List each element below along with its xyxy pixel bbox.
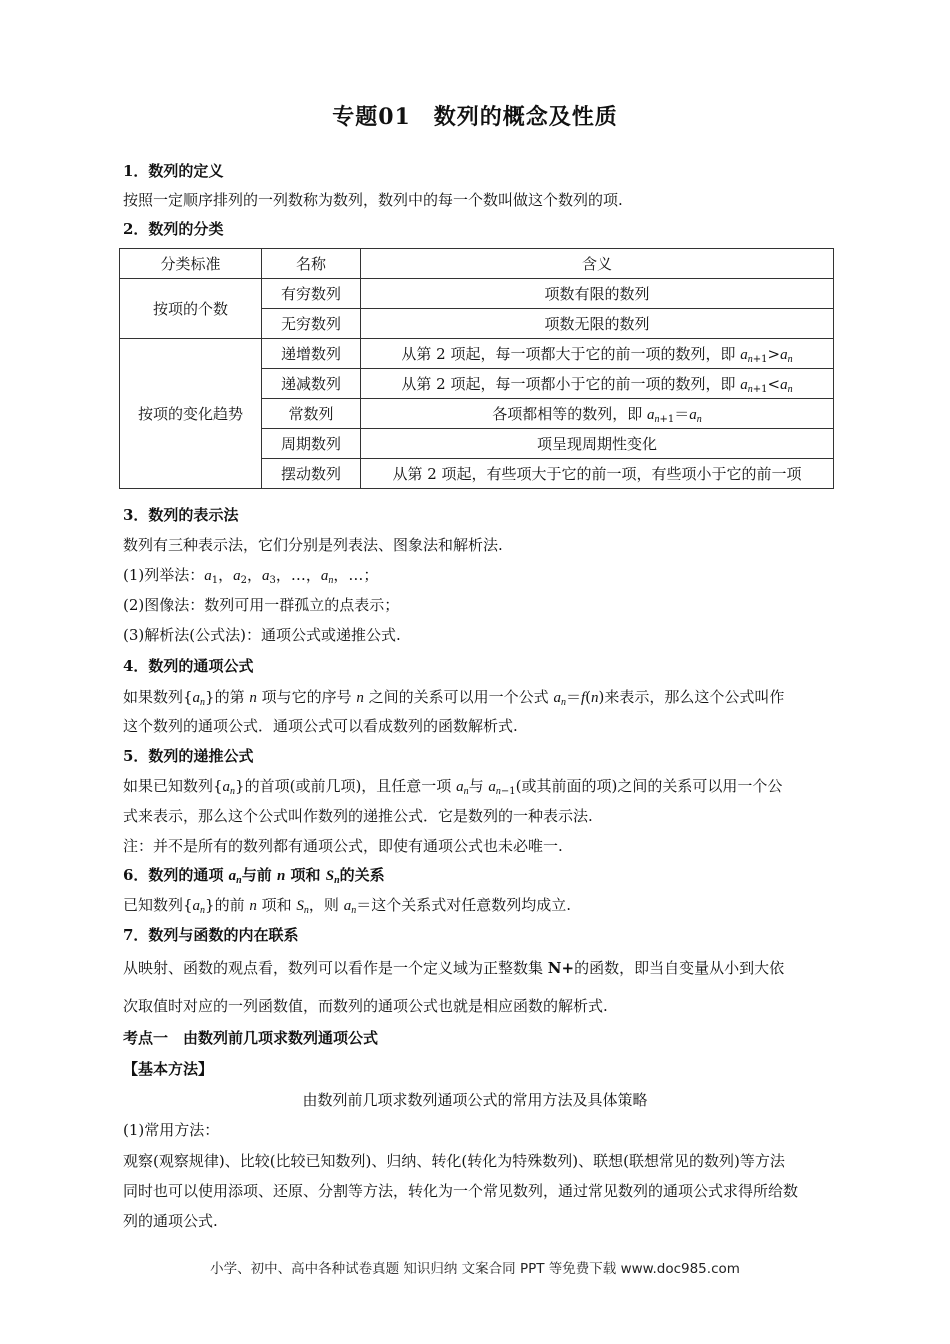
table-meaning-cell: 从第 2 项起，每一项都大于它的前一项的数列，即 $a_{n+1}>a_n$	[361, 339, 834, 369]
page-footer: 小学、初中、高中各种试卷真题 知识归纳 文案合同 PPT 等免费下载 www.doc985.com	[210, 1261, 740, 1277]
section-1-heading: 1．数列的定义	[123, 162, 224, 180]
text-run: 项和	[256, 896, 297, 914]
text-run: 与前	[241, 866, 277, 884]
text-run: 项与它的序号	[256, 688, 357, 706]
text-run: 如果数列{	[123, 688, 193, 706]
text-run: }的首项(或前几项)，且任意一项	[235, 777, 457, 795]
text-run: ＝	[565, 688, 581, 706]
section-6-heading: 6．数列的通项 $a_n$与前 n 项和 $S_n$的关系	[123, 866, 385, 886]
table-header-cell: 名称	[262, 249, 361, 279]
section-5-line-1: 如果已知数列$\{a_n\}$的首项(或前几项)，且任意一项 $a_n$与 $a_{n-1}$(或其前面的项)之间的关系可以用一个公	[123, 777, 783, 797]
method-paragraph-line-2: 同时也可以使用添项、还原、分割等方法，转化为一个常见数列，通过常见数列的通项公式求得所给数	[123, 1182, 799, 1200]
section-5-heading: 5．数列的递推公式	[123, 747, 254, 765]
table-meaning-cell: 从第 2 项起，每一项都小于它的前一项的数列，即 $a_{n+1}<a_n$	[361, 369, 834, 399]
page-title: 专题01 数列的概念及性质	[332, 104, 618, 130]
table-header-cell: 含义	[361, 249, 834, 279]
table-meaning-cell: 项数有限的数列	[361, 279, 834, 309]
table-name-cell: 常数列	[262, 399, 361, 429]
section-5-note: 注：并不是所有的数列都有通项公式，即使有通项公式也未必唯一.	[123, 837, 563, 855]
text-run: ＝这个关系式对任意数列均成立.	[356, 896, 571, 914]
section-3-heading: 3．数列的表示法	[123, 506, 239, 524]
section-3-line-3: (3)解析法(公式法)：通项公式或递推公式.	[123, 626, 401, 644]
table-meaning-cell: 项呈现周期性变化	[361, 429, 834, 459]
keypoint-1-heading: 考点一 由数列前几项求数列通项公式	[123, 1029, 379, 1047]
table-name-cell: 摆动数列	[262, 459, 361, 489]
text-run: (或其前面的项)之间的关系可以用一个公	[515, 777, 783, 795]
method-subtitle: 由数列前几项求数列通项公式的常用方法及具体策略	[302, 1091, 648, 1109]
meaning-text: 各项都相等的数列，即	[492, 405, 647, 423]
classification-table	[119, 248, 834, 489]
table-group-cell: 按项的个数	[120, 279, 262, 339]
table-header-cell: 分类标准	[120, 249, 262, 279]
table-name-cell: 递增数列	[262, 339, 361, 369]
table-name-cell: 递减数列	[262, 369, 361, 399]
section-4-line-2: 这个数列的通项公式．通项公式可以看成数列的函数解析式.	[123, 717, 518, 735]
line-label: (1)列举法：	[123, 566, 205, 584]
text-run: 如果已知数列{	[123, 777, 223, 795]
text-run: }的前	[205, 896, 250, 914]
table-group-cell: 按项的变化趋势	[120, 339, 262, 489]
text-run: }的第	[205, 688, 250, 706]
section-7-heading: 7．数列与函数的内在联系	[123, 926, 299, 944]
table-row	[120, 279, 834, 309]
table-meaning-cell: 从第 2 项起，有些项大于它的前一项，有些项小于它的前一项	[361, 459, 834, 489]
table-name-cell: 无穷数列	[262, 309, 361, 339]
basic-method-label: 【基本方法】	[123, 1060, 214, 1078]
text-run: 6．数列的通项	[123, 866, 229, 884]
text-run: 之间的关系可以用一个公式	[363, 688, 554, 706]
section-4-line-1: 如果数列$\{a_n\}$的第 n 项与它的序号 n 之间的关系可以用一个公式 $a_n=f(n)$来表示，那么这个公式叫作	[123, 688, 785, 708]
method-paragraph-line-1: 观察(观察规律)、比较(比较已知数列)、归纳、转化(转化为特殊数列)、联想(联想常见的数列)等方法	[123, 1152, 785, 1170]
section-2-heading: 2．数列的分类	[123, 220, 224, 238]
table-name-cell: 周期数列	[262, 429, 361, 459]
table-header-row	[120, 249, 834, 279]
table-meaning-cell: 各项都相等的数列，即 $a_{n+1}=a_n$	[361, 399, 834, 429]
text-run: N+	[547, 959, 575, 977]
text-run: 的关系	[339, 866, 385, 884]
section-1-text: 按照一定顺序排列的一列数称为数列，数列中的每一个数叫做这个数列的项.	[123, 191, 623, 209]
table-row	[120, 339, 834, 369]
section-7-line-2: 次取值时对应的一列函数值，而数列的通项公式也就是相应函数的解析式.	[123, 997, 608, 1015]
method-paragraph-line-3: 列的通项公式.	[123, 1212, 218, 1230]
text-run: 的函数，即当自变量从小到大依	[574, 959, 785, 977]
meaning-text: 从第 2 项起，每一项都小于它的前一项的数列，即	[401, 375, 741, 393]
text-run: 已知数列{	[123, 896, 193, 914]
table-name-cell: 有穷数列	[262, 279, 361, 309]
text-run: 与	[468, 777, 489, 795]
common-methods-label: (1)常用方法：	[123, 1121, 220, 1139]
text-run: 项和	[285, 866, 326, 884]
section-3-line-1: (1)列举法：$a_1$，$a_2$，$a_3$，…，$a_n$，…；	[123, 566, 379, 586]
section-6-line-1: 已知数列$\{a_n\}$的前 n 项和 $S_n$，则 $a_n=$这个关系式对任意数列均成立.	[123, 896, 571, 916]
section-3-line-2: (2)图像法：数列可用一群孤立的点表示；	[123, 596, 400, 614]
table-meaning-cell: 项数无限的数列	[361, 309, 834, 339]
section-4-heading: 4．数列的通项公式	[123, 657, 254, 675]
section-3-intro: 数列有三种表示法，它们分别是列表法、图象法和解析法.	[123, 536, 503, 554]
text-run: ，则	[308, 896, 344, 914]
text-run: 从映射、函数的观点看，数列可以看作是一个定义域为正整数集	[123, 959, 548, 977]
section-5-line-2: 式来表示，那么这个公式叫作数列的递推公式．它是数列的一种表示法.	[123, 807, 593, 825]
meaning-text: 从第 2 项起，每一项都大于它的前一项的数列，即	[401, 345, 741, 363]
section-7-line-1	[123, 957, 784, 978]
text-run: 来表示，那么这个公式叫作	[604, 688, 785, 706]
